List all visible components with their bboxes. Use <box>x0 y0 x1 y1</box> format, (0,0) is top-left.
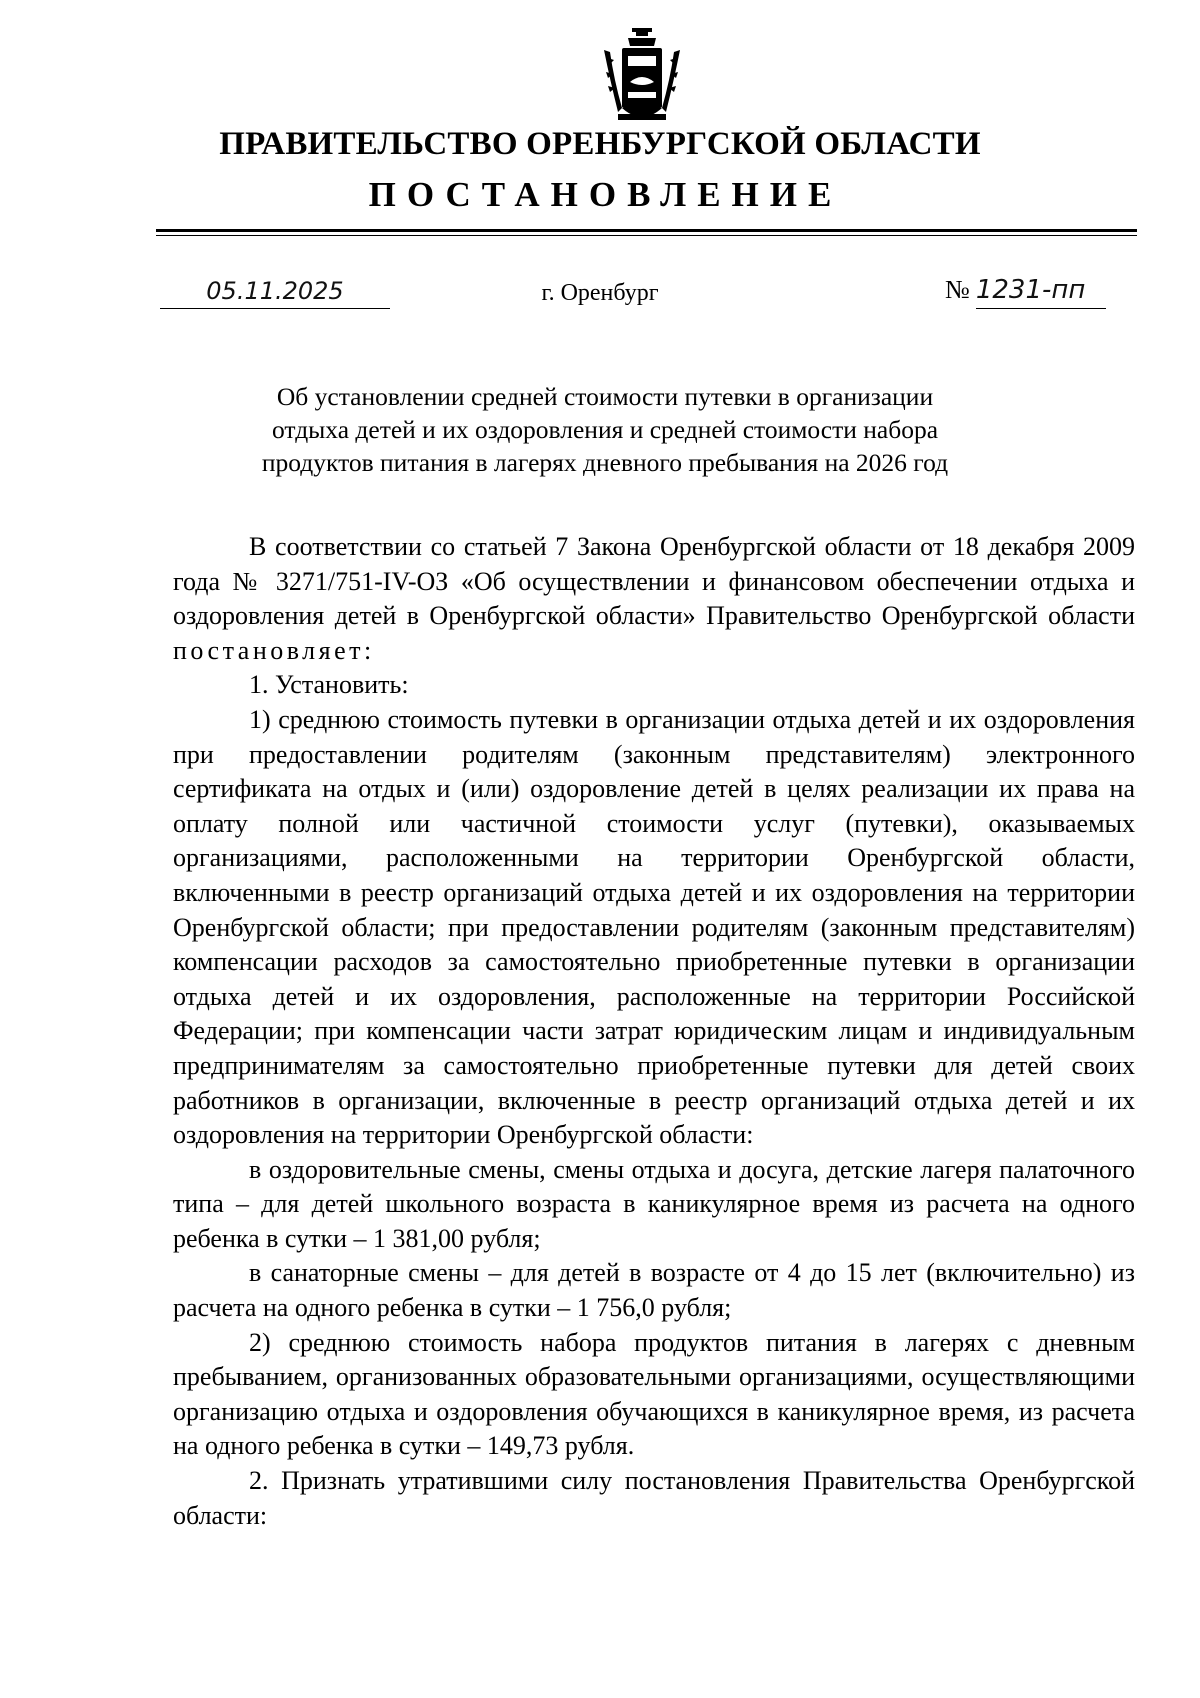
document-number <box>945 272 1106 309</box>
item-1-1: 1) среднюю стоимость путевки в организации отдыха детей и их оздоровления при предоставлении родителям (законным представителям) электронного сертификата на отдых и (или) оздоровление детей в целях реализации их права на оплату полной или частичной стоимости услуг (путевки), оказываемых организациями, расположенными на территории Оренбургской области, включенными в реестр организаций отдыха детей и их оздоровления на территории Оренбургской области; при предоставлении родителям (законным представителям) компенсации расходов за самостоятельно приобретенные путевки в организации отдыха детей и их оздоровления, расположенные на территории Российской Федерации; при компенсации части затрат юридическим лицам и индивидуальным предпринимателям за самостоятельно приобретенные путевки для детей своих работников в организации, включенные в реестр организаций отдыха детей и их оздоровления на территории Оренбургской области: <box>173 704 1135 1150</box>
item-2: 2. Признать утратившими силу постановления Правительства Оренбургской области: <box>173 1466 1135 1530</box>
number-sign: № <box>945 275 970 304</box>
item-1-2: 2) среднюю стоимость набора продуктов питания в лагерях с дневным пребыванием, организованных образовательными организациями, осуществляющими организацию отдыха и оздоровления обучающихся в каникулярное время, из расчета на одного ребенка в сутки – 149,73 рубля. <box>173 1327 1135 1461</box>
document-city: г. Оренбург <box>541 280 659 306</box>
document-body <box>173 530 1135 1533</box>
coat-of-arms-icon <box>598 28 686 128</box>
item-1: 1. Установить: <box>249 670 409 700</box>
preamble-paragraph <box>173 530 1135 668</box>
document-date: 05.11.2025 <box>160 274 390 309</box>
number-value: 1231-пп <box>976 272 1106 309</box>
header-divider-thin <box>156 235 1137 236</box>
document-heading: Об установлении средней стоимости путевки в организации отдыха детей и их оздоровления и средней стоимости набора продуктов питания в лагерях дневного пребывания на 2026 год <box>261 382 949 477</box>
header-divider-thick <box>156 229 1137 232</box>
preamble-text: В соответствии со статьей 7 Закона Оренбургской области от 18 декабря 2009 года № 3271/751-IV-ОЗ «Об осуществлении и финансовом обеспечении отдыха и оздоровления детей в Оренбургской области» Правительство Оренбургской области <box>173 532 1135 631</box>
item-1-1-a: в оздоровительные смены, смены отдыха и досуга, детские лагеря палаточного типа – для детей школьного возраста в каникулярное время из расчета на одного ребенка в сутки – 1 381,00 рубля; <box>173 1154 1135 1253</box>
resolves-text: постановляет: <box>173 635 375 665</box>
document-type: ПОСТАНОВЛЕНИЕ <box>368 175 843 214</box>
item-1-1-b: в санаторные смены – для детей в возрасте от 4 до 15 лет (включительно) из расчета на одного ребенка в сутки – 1 756,0 рубля; <box>173 1258 1135 1323</box>
organization-title: ПРАВИТЕЛЬСТВО ОРЕНБУРГСКОЙ ОБЛАСТИ <box>219 126 981 162</box>
